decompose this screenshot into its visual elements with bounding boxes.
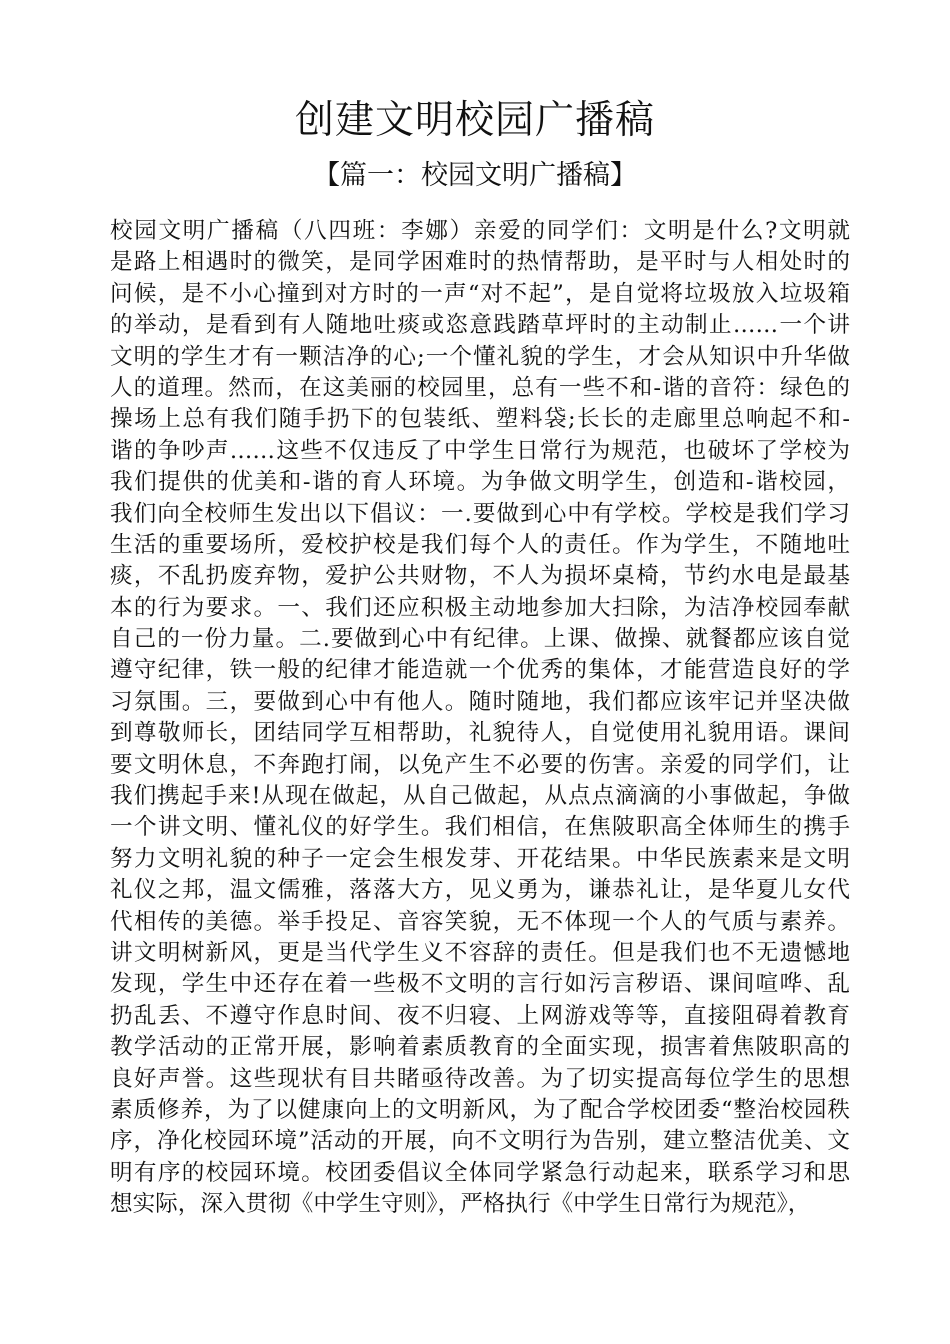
- body-text-line: 自己的一份力量。二.要做到心中有纪律。上课、做操、就餐都应该自觉: [110, 626, 850, 653]
- body-text-line: 到尊敬师长，团结同学互相帮助，礼貌待人，自觉使用礼貌用语。课间: [110, 720, 850, 747]
- body-text-line: 发现，学生中还存在着一些极不文明的言行如污言秽语、课间喧哗、乱: [110, 971, 850, 998]
- body-text-line: 遵守纪律，铁一般的纪律才能造就一个优秀的集体，才能营造良好的学: [110, 657, 850, 684]
- body-text-line: 良好声誉。这些现状有目共睹亟待改善。为了切实提高每位学生的思想: [110, 1065, 850, 1092]
- body-text-line: 生活的重要场所，爱校护校是我们每个人的责任。作为学生，不随地吐: [110, 531, 850, 558]
- body-text-line: 教学活动的正常开展，影响着素质教育的全面实现，损害着焦陂职高的: [110, 1034, 850, 1061]
- body-text-line: 是路上相遇时的微笑，是同学困难时的热情帮助，是平时与人相处时的: [110, 249, 850, 276]
- body-text-line: 想实际，深入贯彻《中学生守则》，严格执行《中学生日常行为规范》，: [110, 1191, 811, 1218]
- body-text-line: 我们向全校师生发出以下倡议：一.要做到心中有学校。学校是我们学习: [110, 500, 850, 527]
- body-text-line: 明有序的校园环境。校团委倡议全体同学紧急行动起来，联系学习和思: [110, 1159, 850, 1186]
- body-text-line: 素质修养，为了以健康向上的文明新风，为了配合学校团委“整治校园秩: [110, 1096, 850, 1123]
- document-body: [110, 216, 850, 1221]
- body-text-line: 序，净化校园环境”活动的开展，向不文明行为告别，建立整洁优美、文: [110, 1128, 850, 1155]
- body-text-line: 谐的争吵声……这些不仅违反了中学生日常行为规范，也破坏了学校为: [110, 437, 850, 464]
- body-text-line: 校园文明广播稿（八四班：李娜）亲爱的同学们：文明是什么?文明就: [110, 218, 850, 244]
- body-text-line: 人的道理。然而，在这美丽的校园里，总有一些不和-谐的音符：绿色的: [110, 374, 850, 401]
- body-text-line: 痰，不乱扔废弃物，爱护公共财物，不人为损坏桌椅，节约水电是最基: [110, 563, 850, 590]
- body-text-line: 我们提供的优美和-谐的育人环境。为争做文明学生，创造和-谐校园，: [110, 469, 850, 496]
- body-text-line: 要文明休息，不奔跑打闹，以免产生不必要的伤害。亲爱的同学们，让: [110, 751, 850, 778]
- body-text-line: 本的行为要求。一、我们还应积极主动地参加大扫除，为洁净校园奉献: [110, 594, 850, 621]
- document-title: 创建文明校园广播稿: [294, 98, 655, 143]
- body-text-line: 努力文明礼貌的种子一定会生根发芽、开花结果。中华民族素来是文明: [110, 845, 850, 872]
- body-text-line: 代相传的美德。举手投足、音容笑貌，无不体现一个人的气质与素养。: [110, 908, 850, 935]
- body-text-line: 习氛围。三，要做到心中有他人。随时随地，我们都应该牢记并坚决做: [110, 688, 850, 715]
- document-subtitle: 【篇一：校园文明广播稿】: [313, 160, 637, 191]
- body-text-line: 操场上总有我们随手扔下的包装纸、塑料袋;长长的走廊里总响起不和-: [110, 406, 850, 433]
- body-text-line: 的举动，是看到有人随地吐痰或恣意践踏草坪时的主动制止……一个讲: [110, 312, 850, 339]
- body-text-line: 礼仪之邦，温文儒雅，落落大方，见义勇为，谦恭礼让，是华夏儿女代: [110, 877, 850, 904]
- body-text-line: 讲文明树新风，更是当代学生义不容辞的责任。但是我们也不无遗憾地: [110, 939, 850, 966]
- body-text-line: 问候，是不小心撞到对方时的一声“对不起”，是自觉将垃圾放入垃圾箱: [110, 280, 850, 307]
- body-text-line: 一个讲文明、懂礼仪的好学生。我们相信，在焦陂职高全体师生的携手: [110, 814, 850, 841]
- body-text-line: 我们携起手来!从现在做起，从自己做起，从点点滴滴的小事做起，争做: [110, 783, 850, 810]
- body-text-line: 扔乱丢、不遵守作息时间、夜不归寝、上网游戏等等，直接阻碍着教育: [110, 1002, 850, 1029]
- body-text-line: 文明的学生才有一颗洁净的心;一个懂礼貌的学生，才会从知识中升华做: [110, 343, 850, 370]
